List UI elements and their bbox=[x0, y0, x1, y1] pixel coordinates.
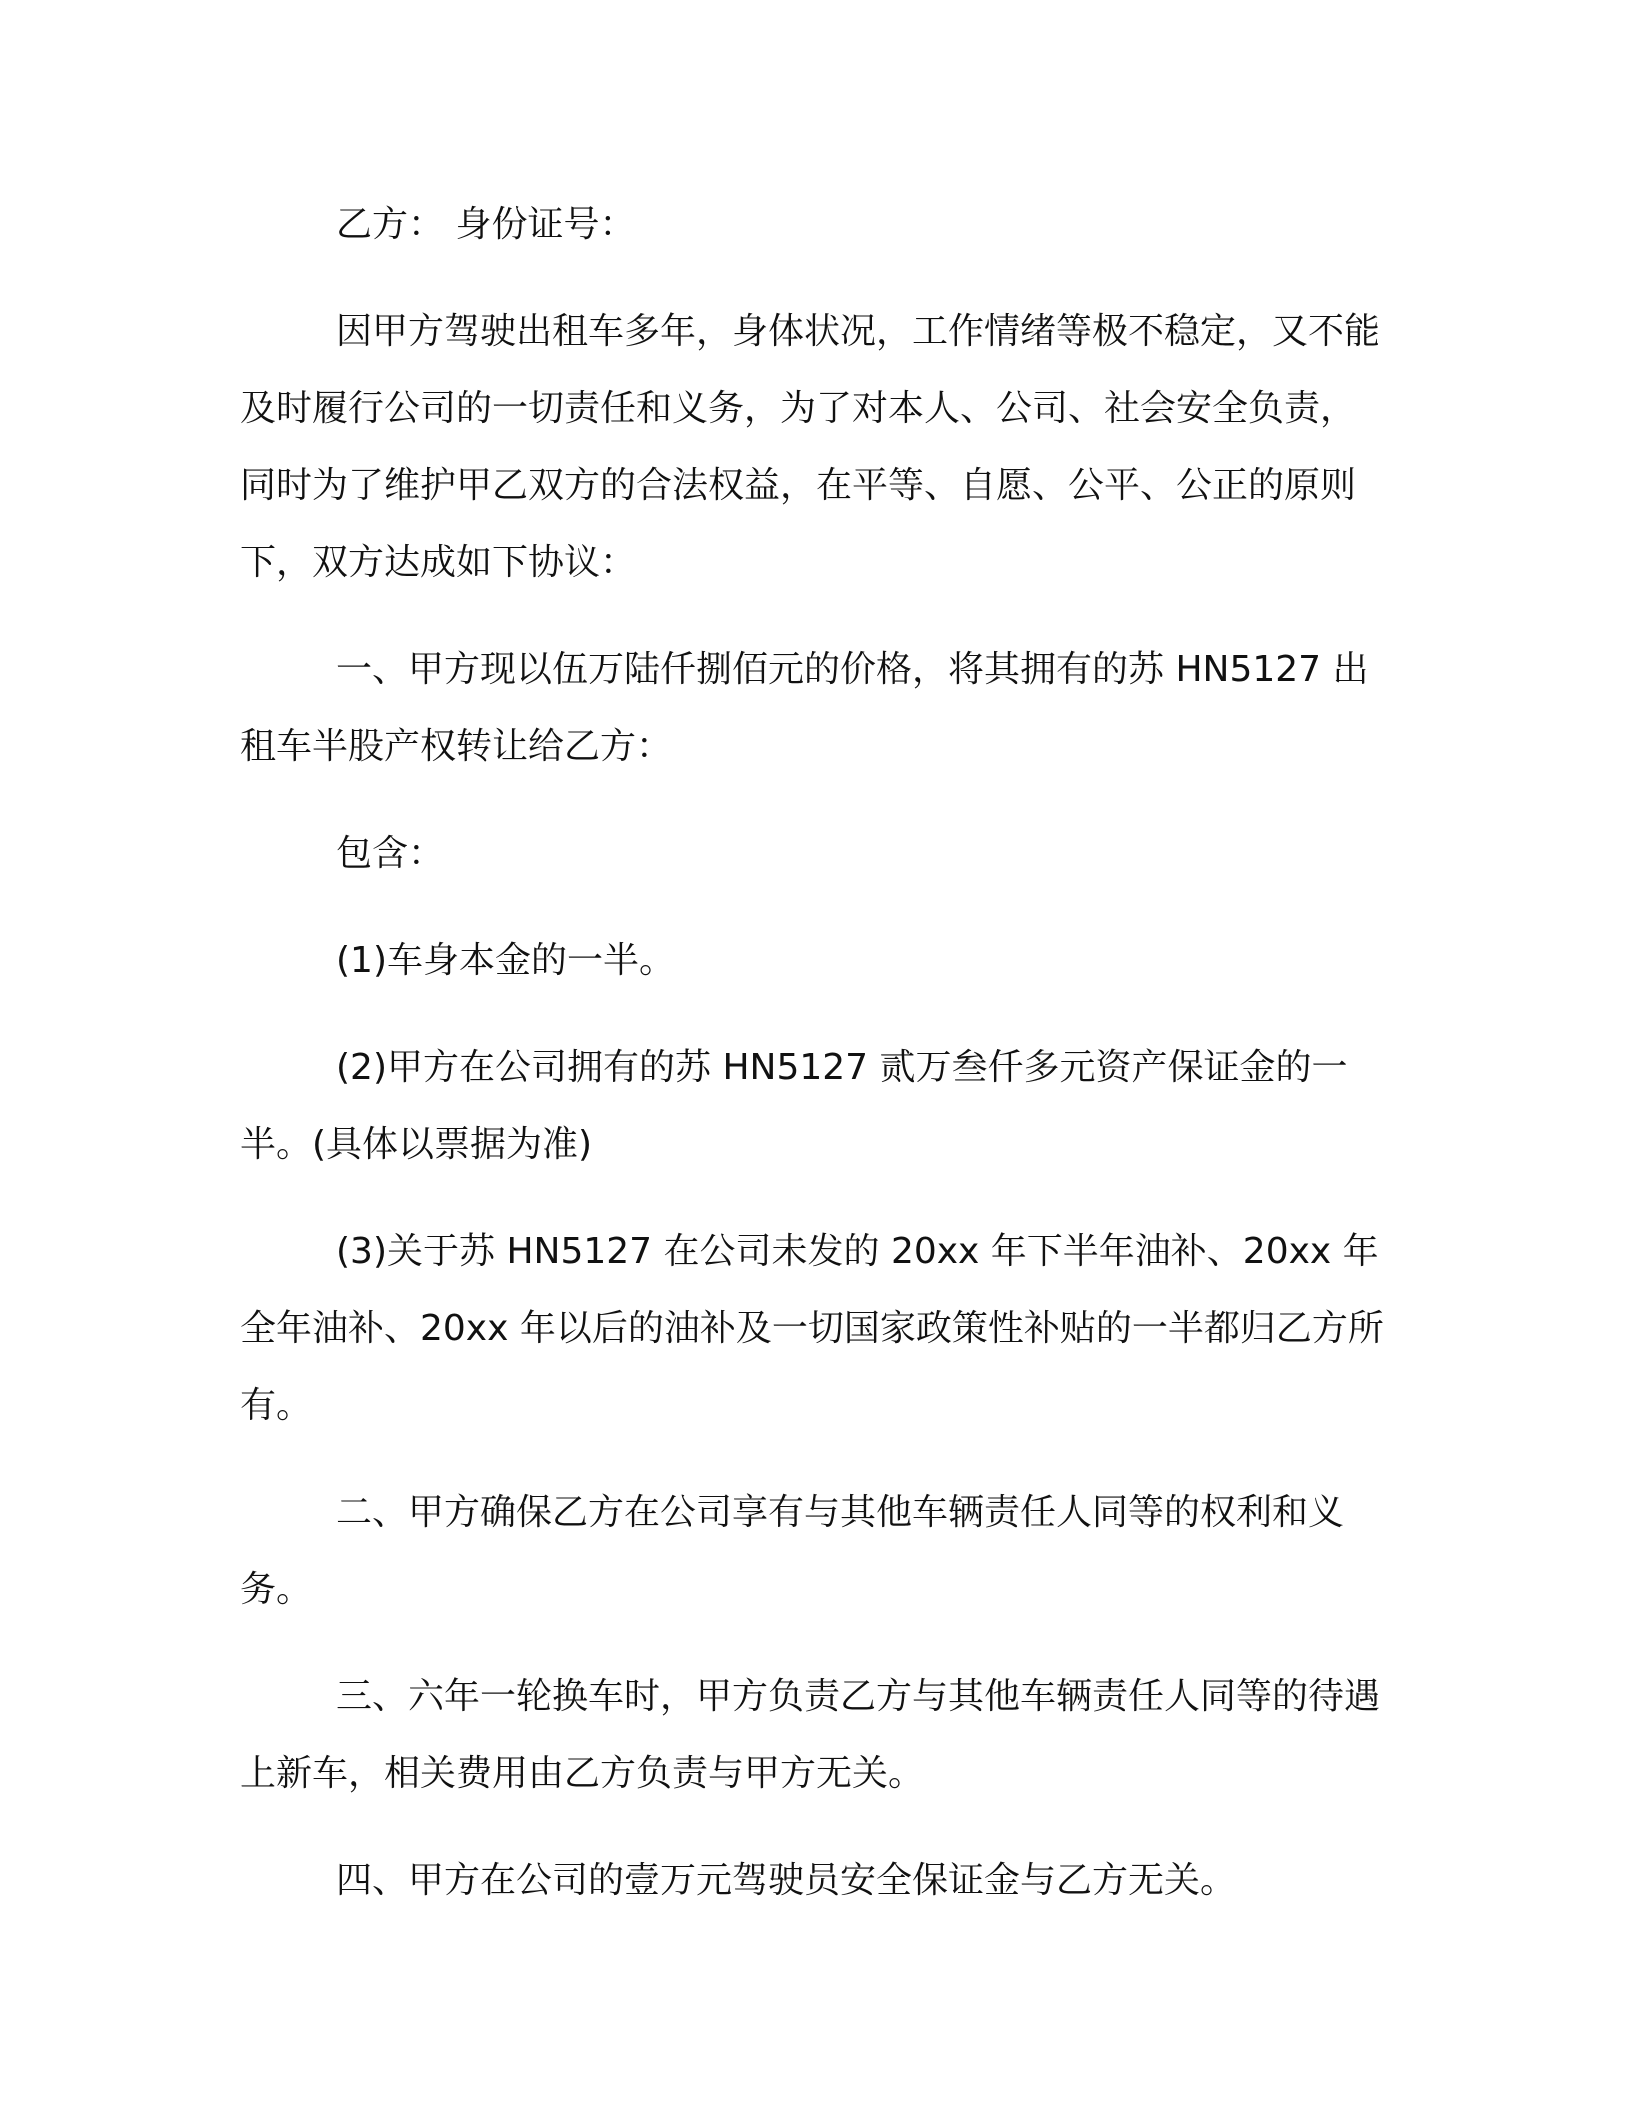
clause-4-paragraph: 四、甲方在公司的壹万元驾驶员安全保证金与乙方无关。 bbox=[336, 1860, 1237, 1901]
clause-1-paragraph: 一、甲方现以伍万陆仟捌佰元的价格，将其拥有的苏 HN5127 出租车半股产权转让给乙方： bbox=[240, 649, 1369, 767]
includes-label: 包含： bbox=[336, 833, 445, 874]
party-b-id-line: 乙方： 身份证号： bbox=[336, 204, 636, 245]
preamble-paragraph: 因甲方驾驶出租车多年，身体状况，工作情绪等极不稳定，又不能及时履行公司的一切责任和义务，为了对本人、公司、社会安全负责，同时为了维护甲乙双方的合法权益，在平等、自愿、公平、公正的原则下，双方达成如下协议： bbox=[240, 311, 1381, 583]
clause-1-item-2: (2)甲方在公司拥有的苏 HN5127 贰万叁仟多元资产保证金的一半。(具体以票据为准) bbox=[240, 1047, 1348, 1165]
document-body bbox=[240, 186, 1390, 1949]
clause-3-paragraph: 三、六年一轮换车时，甲方负责乙方与其他车辆责任人同等的待遇上新车，相关费用由乙方负责与甲方无关。 bbox=[240, 1676, 1381, 1794]
clause-1-item-3: (3)关于苏 HN5127 在公司未发的 20xx 年下半年油补、20xx 年全年油补、20xx 年以后的油补及一切国家政策性补贴的一半都归乙方所有。 bbox=[240, 1231, 1384, 1426]
clause-1-item-1: (1)车身本金的一半。 bbox=[336, 940, 675, 981]
clause-2-paragraph: 二、甲方确保乙方在公司享有与其他车辆责任人同等的权利和义务。 bbox=[240, 1492, 1345, 1610]
